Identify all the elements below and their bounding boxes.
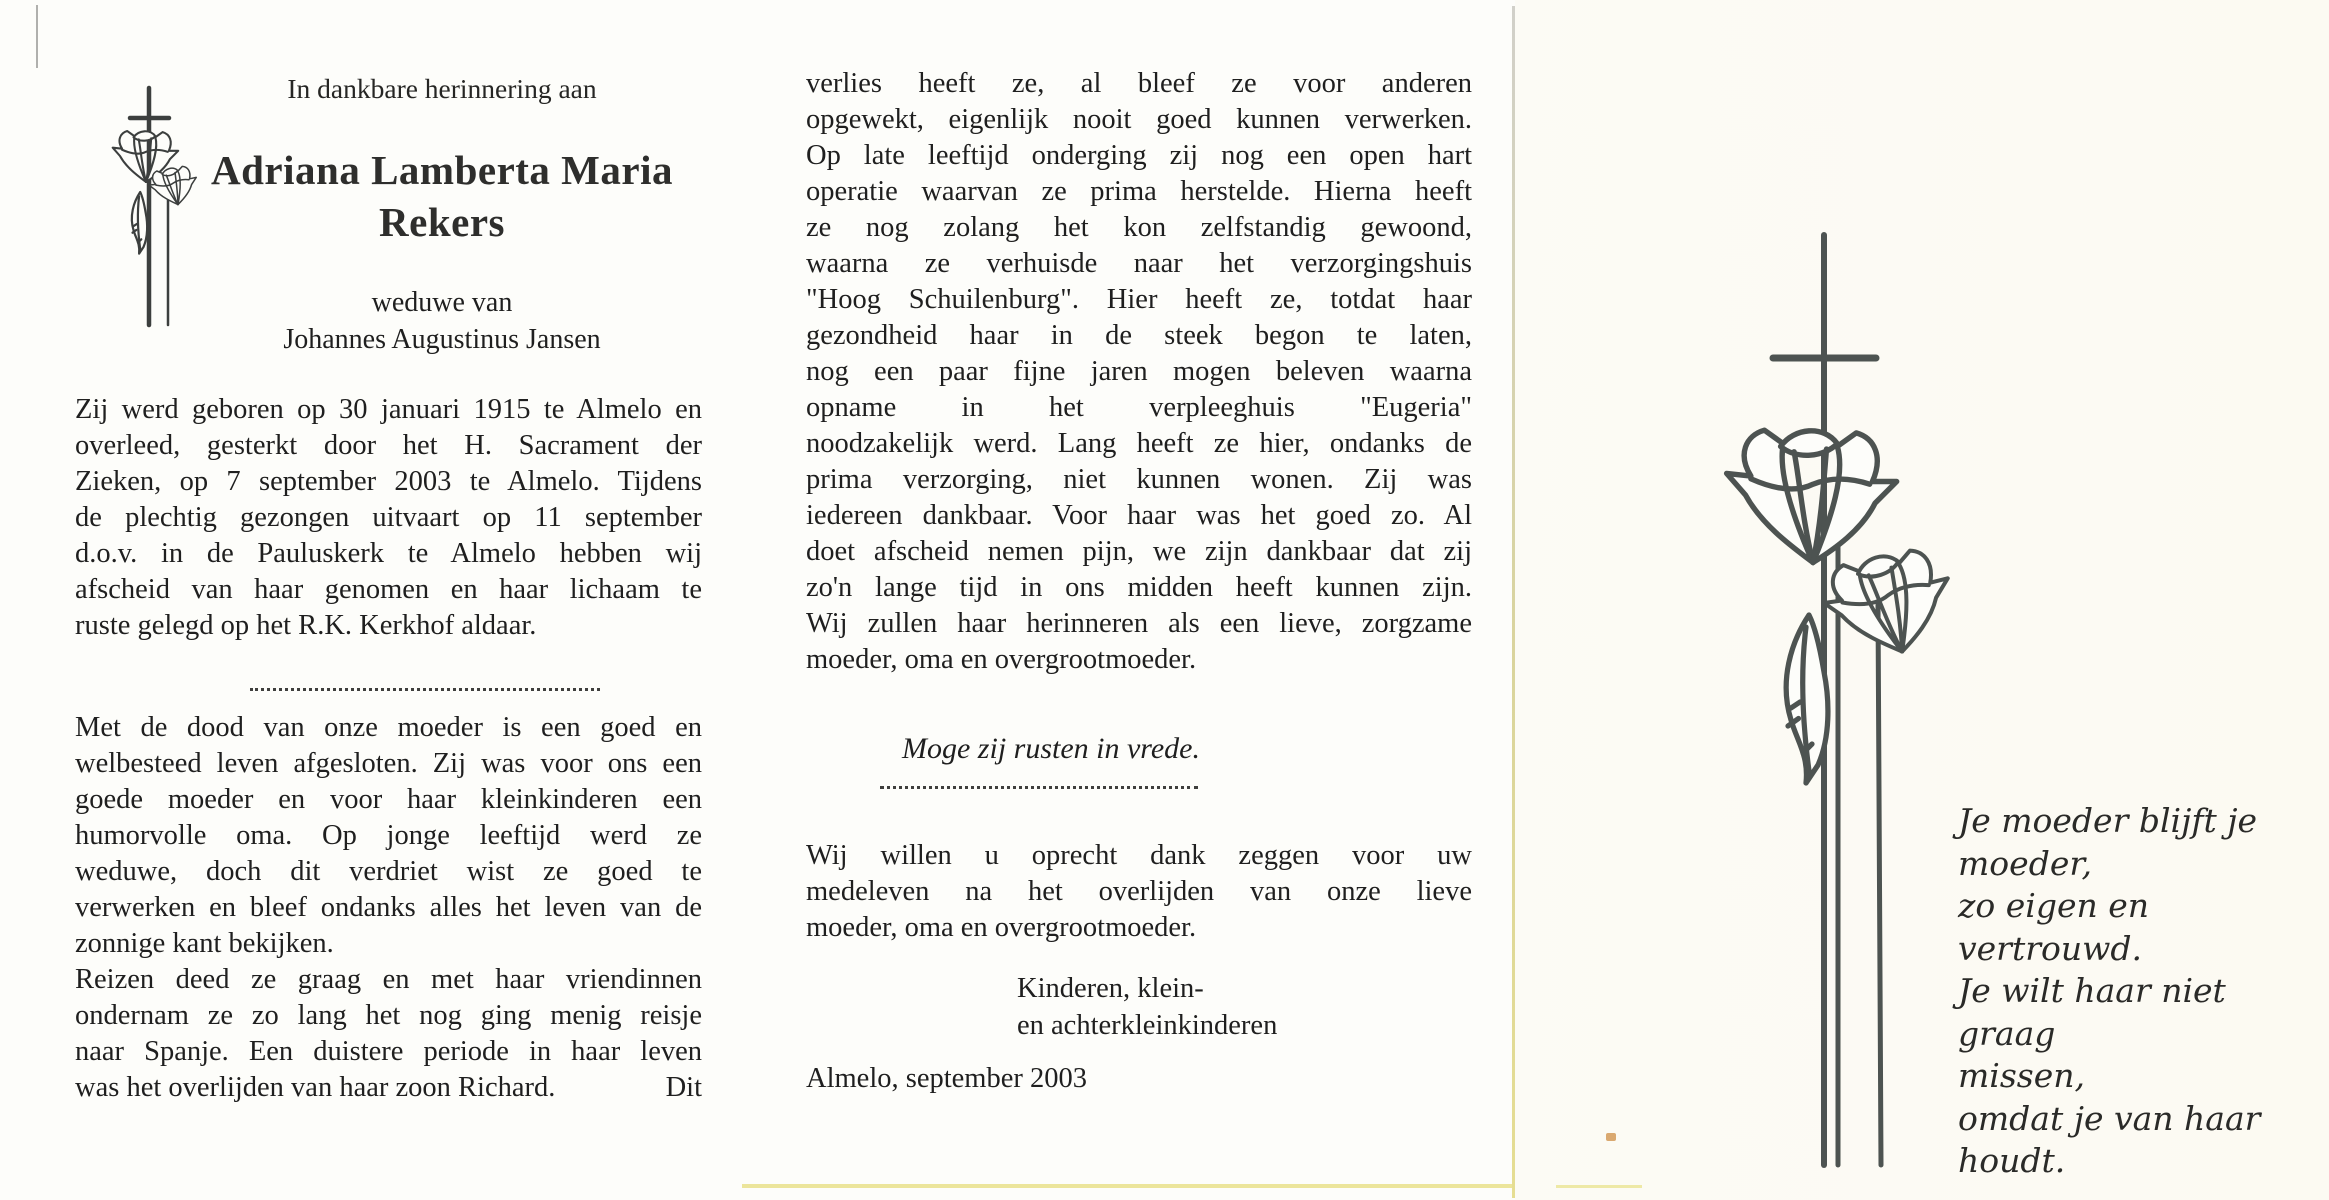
text-line: Zij werd geboren op 30 januari 1915 te Almelo en: [75, 394, 702, 425]
text-line: prima verzorging, niet kunnen wonen. Zij was: [806, 464, 1472, 495]
poem-line: houdt.: [1958, 1141, 2066, 1180]
text-line: opgewekt, eigenlijk nooit goed kunnen verwerken.: [806, 104, 1472, 135]
text-line: Op late leeftijd onderging zij nog een open hart: [806, 140, 1472, 171]
relation-line: weduwe van: [371, 287, 513, 318]
poem-line: moeder,: [1958, 843, 2092, 883]
scan-edge-mark: [36, 5, 38, 68]
dedication-line: In dankbare herinnering aan: [287, 73, 597, 104]
text-line: opname in het verpleeghuis "Eugeria": [806, 392, 1472, 423]
signature-line: en achterkleinkinderen: [1017, 1009, 1278, 1041]
text-line: was het overlijden van haar zoon Richard.: [75, 1072, 556, 1103]
text-line: de plechtig gezongen uitvaart op 11 september: [75, 502, 702, 533]
signature-block: [1017, 971, 1472, 1044]
poem-block: [1958, 800, 2318, 1183]
text-line: humorvolle oma. Op jonge leeftijd werd ze: [75, 820, 702, 851]
text-line: "Hoog Schuilenburg". Hier heeft ze, totdat haar: [806, 284, 1472, 315]
text-line: Wij zullen haar herinneren als een lieve, zorgzame: [806, 608, 1472, 639]
prayer-line: Moge zij rusten in vrede.: [902, 732, 1200, 765]
text-line: ze nog zolang het kon zelfstandig gewoond,: [806, 212, 1472, 243]
text-line: iedereen dankbaar. Voor haar was het goed zo. Al: [806, 500, 1472, 531]
text-line: overleed, gesterkt door het H. Sacrament der: [75, 430, 702, 461]
text-line: Reizen deed ze graag en met haar vriendinnen: [75, 964, 702, 995]
left-panel-text: [75, 392, 702, 1106]
catchword: Dit: [665, 1072, 702, 1103]
deceased-name-line1: Adriana Lamberta Maria: [211, 147, 673, 193]
poem-line: Je moeder blijft je: [1958, 801, 2258, 840]
text-line: zonnige kant bekijken.: [75, 928, 334, 959]
text-line: verwerken en bleef ondanks alles het leven van de: [75, 892, 702, 923]
middle-panel-text: [806, 66, 1472, 1097]
poem-line: Je wilt haar niet graag: [1958, 971, 2226, 1053]
text-line: goede moeder en voor haar kleinkinderen een: [75, 784, 702, 815]
place-date-line: Almelo, september 2003: [806, 1063, 1087, 1094]
text-line-with-catchword: [75, 1070, 702, 1106]
text-line: zo'n lange tijd in ons midden heeft kunnen zijn.: [806, 572, 1472, 603]
text-line: doet afscheid nemen pijn, we zijn dankbaar dat zij: [806, 536, 1472, 567]
text-line: moeder, oma en overgrootmoeder.: [806, 644, 1197, 675]
deceased-name-line2: Rekers: [379, 199, 505, 245]
dotted-separator: [880, 786, 1198, 789]
fold-line-vertical: [1512, 6, 1515, 1198]
text-line: Met de dood van onze moeder is een goed en: [75, 712, 702, 743]
poem-line: missen,: [1958, 1056, 2085, 1095]
spouse-name: Johannes Augustinus Jansen: [283, 324, 601, 355]
text-line: waarna ze verhuisde naar het verzorgingshuis: [806, 248, 1472, 279]
text-line: moeder, oma en overgrootmoeder.: [806, 912, 1197, 943]
text-line: operatie waarvan ze prima herstelde. Hierna heeft: [806, 176, 1472, 207]
panel-bottom-edge-right: [1556, 1185, 1642, 1188]
text-line: ondernam ze zo lang het nog ging menig reisje: [75, 1000, 702, 1031]
text-line: weduwe, doch dit verdriet wist ze goed te: [75, 856, 702, 887]
text-line: afscheid van haar genomen en haar lichaam te: [75, 574, 702, 605]
text-line: d.o.v. in de Pauluskerk te Almelo hebben wij: [75, 538, 702, 569]
text-line: ruste gelegd op het R.K. Kerkhof aldaar.: [75, 610, 537, 641]
card-heading: [178, 72, 706, 358]
text-line: welbesteed leven afgesloten. Zij was voor ons een: [75, 748, 702, 779]
panel-bottom-edge: [742, 1184, 1512, 1188]
text-line: naar Spanje. Een duistere periode in haar leven: [75, 1036, 702, 1067]
text-line: Wij willen u oprecht dank zeggen voor uw: [806, 840, 1472, 871]
paper-stain: [1606, 1133, 1616, 1141]
text-line: gezondheid haar in de steek begon te laten,: [806, 320, 1472, 351]
text-line: nog een paar fijne jaren mogen beleven waarna: [806, 356, 1472, 387]
text-line: noodzakelijk werd. Lang heeft ze hier, ondanks de: [806, 428, 1472, 459]
signature-line: Kinderen, klein-: [1017, 973, 1204, 1004]
text-line: verlies heeft ze, al bleef ze voor anderen: [806, 68, 1472, 99]
poem-line: zo eigen en vertrouwd.: [1958, 886, 2150, 968]
poem-line: omdat je van haar: [1958, 1098, 2261, 1138]
text-line: Zieken, op 7 september 2003 te Almelo. Tijdens: [75, 466, 702, 497]
text-line: medeleven na het overlijden van onze lieve: [806, 876, 1472, 907]
cross-and-roses-illustration-large: [1718, 225, 1958, 1170]
dotted-separator: [250, 688, 600, 691]
